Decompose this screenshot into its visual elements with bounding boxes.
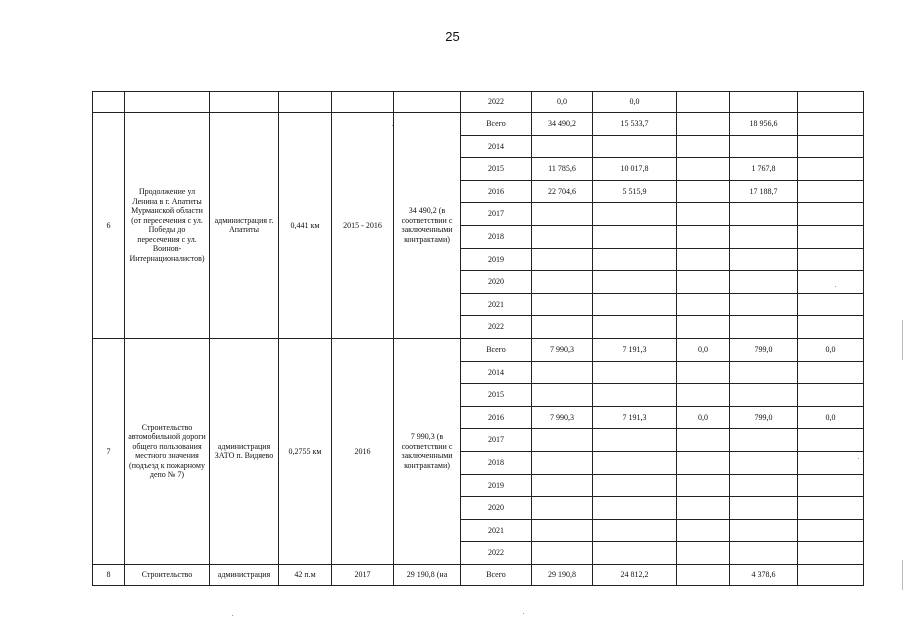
scan-edge-mark <box>902 560 903 590</box>
cell-period: 2017 <box>332 564 394 585</box>
cell-total <box>532 361 593 384</box>
cell-federal: 7 191,3 <box>593 406 677 429</box>
cell-total: 7 990,3 <box>532 338 593 361</box>
cell-other <box>798 293 864 316</box>
cell-regional <box>677 429 730 452</box>
cell-federal <box>593 519 677 542</box>
table-row <box>93 338 864 361</box>
cell-total: 34 490,2 <box>532 113 593 136</box>
scan-speck <box>523 613 524 614</box>
cell-regional <box>677 361 730 384</box>
cell-other <box>798 429 864 452</box>
cell-total <box>532 203 593 226</box>
cell-total <box>532 293 593 316</box>
project-executor: администрация ЗАТО п. Видяево <box>210 338 279 564</box>
cell-federal: 24 812,2 <box>593 564 677 585</box>
cell-local <box>730 429 798 452</box>
cell-other <box>798 542 864 565</box>
cell-regional <box>677 316 730 339</box>
project-capacity: 0,2755 км <box>279 338 332 564</box>
cell-year: 2022 <box>461 542 532 565</box>
cell-total <box>532 474 593 497</box>
cell-period-empty <box>332 92 394 113</box>
cell-local <box>730 361 798 384</box>
cell-regional <box>677 293 730 316</box>
cell-total <box>532 316 593 339</box>
cell-year: 2019 <box>461 248 532 271</box>
cell-local: 1 767,8 <box>730 158 798 181</box>
cell-year: 2018 <box>461 225 532 248</box>
cell-local <box>730 474 798 497</box>
scan-speck <box>232 615 233 616</box>
table-row <box>93 113 864 136</box>
cell-regional <box>677 248 730 271</box>
cell-local <box>730 225 798 248</box>
cell-federal <box>593 542 677 565</box>
cell-year: 2014 <box>461 361 532 384</box>
cell-regional <box>677 474 730 497</box>
cell-other: 0,0 <box>798 338 864 361</box>
cell-year: 2021 <box>461 293 532 316</box>
cell-other <box>798 248 864 271</box>
cell-regional <box>677 92 730 113</box>
cell-local <box>730 384 798 407</box>
cell-num-empty <box>93 92 125 113</box>
cell-federal <box>593 384 677 407</box>
cell-local <box>730 316 798 339</box>
cell-other <box>798 92 864 113</box>
cell-year: 2018 <box>461 451 532 474</box>
cell-total: 29 190,8 <box>532 564 593 585</box>
cell-other: 0,0 <box>798 406 864 429</box>
cell-total <box>532 429 593 452</box>
cell-total: 11 785,6 <box>532 158 593 181</box>
cell-federal <box>593 271 677 294</box>
cell-capacity-empty <box>279 92 332 113</box>
cell-local <box>730 542 798 565</box>
cell-year: 2020 <box>461 271 532 294</box>
cell-local: 799,0 <box>730 406 798 429</box>
cell-local <box>730 519 798 542</box>
cell-federal <box>593 474 677 497</box>
cell-local: 4 378,6 <box>730 564 798 585</box>
cell-year: 2015 <box>461 384 532 407</box>
cell-year: 2022 <box>461 316 532 339</box>
cell-name-empty <box>125 92 210 113</box>
cell-year: 2016 <box>461 180 532 203</box>
project-name: Строительство автомобильной дороги общего пользования местного значения (подъезд к пожарному депо № 7) <box>125 338 210 564</box>
cell-federal <box>593 361 677 384</box>
cell-regional <box>677 497 730 520</box>
cell-year: 2017 <box>461 203 532 226</box>
cell-regional <box>677 113 730 136</box>
cell-cost: 29 190,8 (на <box>394 564 461 585</box>
project-number: 7 <box>93 338 125 564</box>
cell-other <box>798 564 864 585</box>
cell-other <box>798 497 864 520</box>
scan-speck <box>835 286 836 287</box>
cell-local <box>730 293 798 316</box>
project-period: 2015 - 2016 <box>332 113 394 339</box>
cell-other <box>798 474 864 497</box>
cell-year: 2020 <box>461 497 532 520</box>
cell-regional <box>677 158 730 181</box>
cell-federal <box>593 225 677 248</box>
cell-num: 8 <box>93 564 125 585</box>
cell-regional <box>677 384 730 407</box>
table-body <box>93 92 864 586</box>
cell-year: 2015 <box>461 158 532 181</box>
cell-total: 0,0 <box>532 92 593 113</box>
cell-executor: администрация <box>210 564 279 585</box>
cell-local: 18 956,6 <box>730 113 798 136</box>
cell-federal <box>593 293 677 316</box>
cell-other <box>798 158 864 181</box>
cell-year: Всего <box>461 338 532 361</box>
cell-other <box>798 180 864 203</box>
project-period: 2016 <box>332 338 394 564</box>
cell-local <box>730 135 798 158</box>
cell-total: 7 990,3 <box>532 406 593 429</box>
cell-total <box>532 497 593 520</box>
cell-other <box>798 451 864 474</box>
cell-other <box>798 519 864 542</box>
cell-local: 17 188,7 <box>730 180 798 203</box>
cell-federal: 7 191,3 <box>593 338 677 361</box>
project-cost: 34 490,2 (в соответствии с заключенными контрактами) <box>394 113 461 339</box>
cell-regional <box>677 225 730 248</box>
cell-year: 2016 <box>461 406 532 429</box>
cell-regional <box>677 180 730 203</box>
table-row <box>93 564 864 585</box>
cell-year: 2014 <box>461 135 532 158</box>
project-capacity: 0,441 км <box>279 113 332 339</box>
cell-regional: 0,0 <box>677 338 730 361</box>
cell-federal <box>593 316 677 339</box>
cell-federal: 0,0 <box>593 92 677 113</box>
cell-year: 2022 <box>461 92 532 113</box>
cell-federal: 15 533,7 <box>593 113 677 136</box>
cell-other <box>798 271 864 294</box>
cell-year: 2021 <box>461 519 532 542</box>
cell-regional <box>677 451 730 474</box>
cell-year: 2019 <box>461 474 532 497</box>
cell-local <box>730 497 798 520</box>
cell-federal <box>593 429 677 452</box>
cell-total <box>532 135 593 158</box>
cell-year: 2017 <box>461 429 532 452</box>
cell-federal <box>593 451 677 474</box>
scan-edge-mark <box>902 320 903 360</box>
cell-other <box>798 113 864 136</box>
cell-year: Всего <box>461 564 532 585</box>
cell-total <box>532 451 593 474</box>
cell-federal <box>593 135 677 158</box>
cell-other <box>798 384 864 407</box>
cell-other <box>798 361 864 384</box>
cell-federal <box>593 203 677 226</box>
cell-other <box>798 203 864 226</box>
scan-speck <box>858 458 859 459</box>
cell-regional <box>677 135 730 158</box>
cell-total <box>532 542 593 565</box>
cell-federal: 10 017,8 <box>593 158 677 181</box>
page-number: 25 <box>445 29 460 44</box>
project-executor: администрация г. Апатиты <box>210 113 279 339</box>
table-row <box>93 92 864 113</box>
cell-total <box>532 519 593 542</box>
cell-total <box>532 384 593 407</box>
cell-regional <box>677 519 730 542</box>
cell-executor-empty <box>210 92 279 113</box>
cell-local <box>730 92 798 113</box>
cell-other <box>798 316 864 339</box>
cell-capacity: 42 п.м <box>279 564 332 585</box>
cell-local <box>730 271 798 294</box>
project-cost: 7 990,3 (в соответствии с заключенными контрактами) <box>394 338 461 564</box>
cell-federal: 5 515,9 <box>593 180 677 203</box>
cell-year: Всего <box>461 113 532 136</box>
cell-local: 799,0 <box>730 338 798 361</box>
cell-regional: 0,0 <box>677 406 730 429</box>
cell-local <box>730 248 798 271</box>
cell-total <box>532 248 593 271</box>
cell-name: Строительство <box>125 564 210 585</box>
cell-other <box>798 135 864 158</box>
cell-federal <box>593 497 677 520</box>
program-table <box>92 91 864 586</box>
scan-speck <box>392 125 393 126</box>
cell-regional <box>677 203 730 226</box>
cell-other <box>798 225 864 248</box>
cell-local <box>730 203 798 226</box>
project-name: Продолжение ул Ленина в г. Апатиты Мурманской области (от пересечения с ул. Победы до пересечения с ул. Воинов-Интернационалистов) <box>125 113 210 339</box>
cell-cost-empty <box>394 92 461 113</box>
cell-total: 22 704,6 <box>532 180 593 203</box>
cell-regional <box>677 271 730 294</box>
project-number: 6 <box>93 113 125 339</box>
cell-local <box>730 451 798 474</box>
cell-federal <box>593 248 677 271</box>
cell-regional <box>677 542 730 565</box>
cell-regional <box>677 564 730 585</box>
cell-total <box>532 225 593 248</box>
cell-total <box>532 271 593 294</box>
